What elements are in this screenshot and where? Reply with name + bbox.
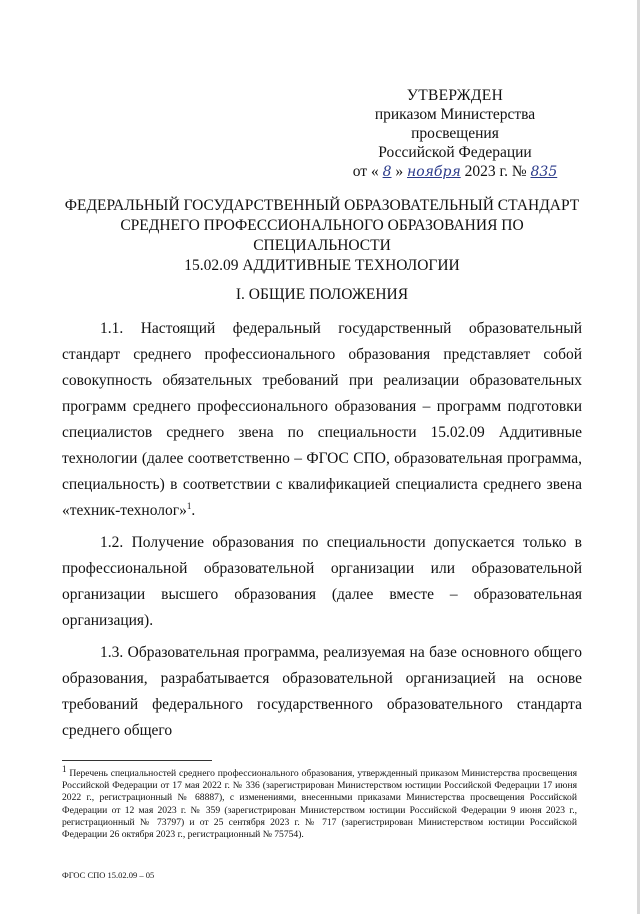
title-line-3: 15.02.09 АДДИТИВНЫЕ ТЕХНОЛОГИИ xyxy=(184,257,460,274)
date-day: 8 xyxy=(382,164,392,180)
footnote-ref[interactable]: 1 xyxy=(186,500,192,511)
paragraph-1-2: 1.2. Получение образования по специальности допускается только в профессиональной образовательной организации или образовательной организации высшего образования (далее вместе – образовательная организация). xyxy=(62,534,582,629)
document-title xyxy=(62,196,582,276)
approval-line-1: приказом Министерства просвещения xyxy=(374,106,536,142)
section-heading: I. ОБЩИЕ ПОЛОЖЕНИЯ xyxy=(235,286,409,303)
paragraph-1-1-end: . xyxy=(191,502,196,519)
footnote-separator xyxy=(62,760,212,761)
date-mid: » xyxy=(395,163,404,180)
approval-heading: УТВЕРЖДЕН xyxy=(406,87,504,104)
paragraph-1-1 xyxy=(62,316,582,524)
footnote-text: Перечень специальностей среднего профессионального образования, утвержденный приказом Министерства просвещения Российской Федерации от 17 мая 2022 г. № 336 (зарегистрирован Министерством юстиции Российской Федерации 17 июня 2022 г., регистрационный № 68887), с изменениями, внесенными приказами Министерства просвещения Российской Федерации от 12 мая 2023 г. № 359 (зарегистрирован Министерством юстиции Российской Федерации 9 июня 2023 г., регистрационный № 73797) и от 25 сентября 2023 г. № 717 (зарегистрирован Министерством юстиции Российской Федерации 26 октября 2023 г., регистрационный № 75754). xyxy=(62,768,578,841)
date-month: ноября xyxy=(407,164,461,180)
title-line-1: ФЕДЕРАЛЬНЫЙ ГОСУДАРСТВЕННЫЙ ОБРАЗОВАТЕЛЬНЫЙ СТАНДАРТ xyxy=(64,197,580,214)
body-text xyxy=(62,316,582,750)
paragraph-1-3: 1.3. Образовательная программа, реализуемая на базе основного общего образования, разрабатывается образовательной организацией на основе требований федерального государственного образовательного стандарта среднего общего xyxy=(62,644,582,739)
date-year: 2023 г. № xyxy=(464,163,527,180)
order-number: 835 xyxy=(530,164,558,180)
approval-line-2: Российской Федерации xyxy=(378,144,532,161)
footnote-marker: 1 xyxy=(62,763,67,774)
title-line-2: СРЕДНЕГО ПРОФЕССИОНАЛЬНОГО ОБРАЗОВАНИЯ ПО СПЕЦИАЛЬНОСТИ xyxy=(120,217,524,254)
page-footer: ФГОС СПО 15.02.09 – 05 xyxy=(62,870,155,880)
approval-date xyxy=(330,162,580,182)
paragraph-1-1-text: 1.1. Настоящий федеральный государственный образовательный стандарт среднего профессионального образования представляет собой совокупность обязательных требований при реализации образовательных программ среднего профессионального образования – программ подготовки специалистов среднего звена по специальности 15.02.09 Аддитивные технологии (далее соответственно – ФГОС СПО, образовательная программа, специальность) в соответствии с квалификацией специалиста среднего звена «техник-технолог» xyxy=(62,320,582,519)
date-prefix: от « xyxy=(352,163,379,180)
footnote xyxy=(62,763,578,841)
approval-stamp xyxy=(330,86,580,182)
